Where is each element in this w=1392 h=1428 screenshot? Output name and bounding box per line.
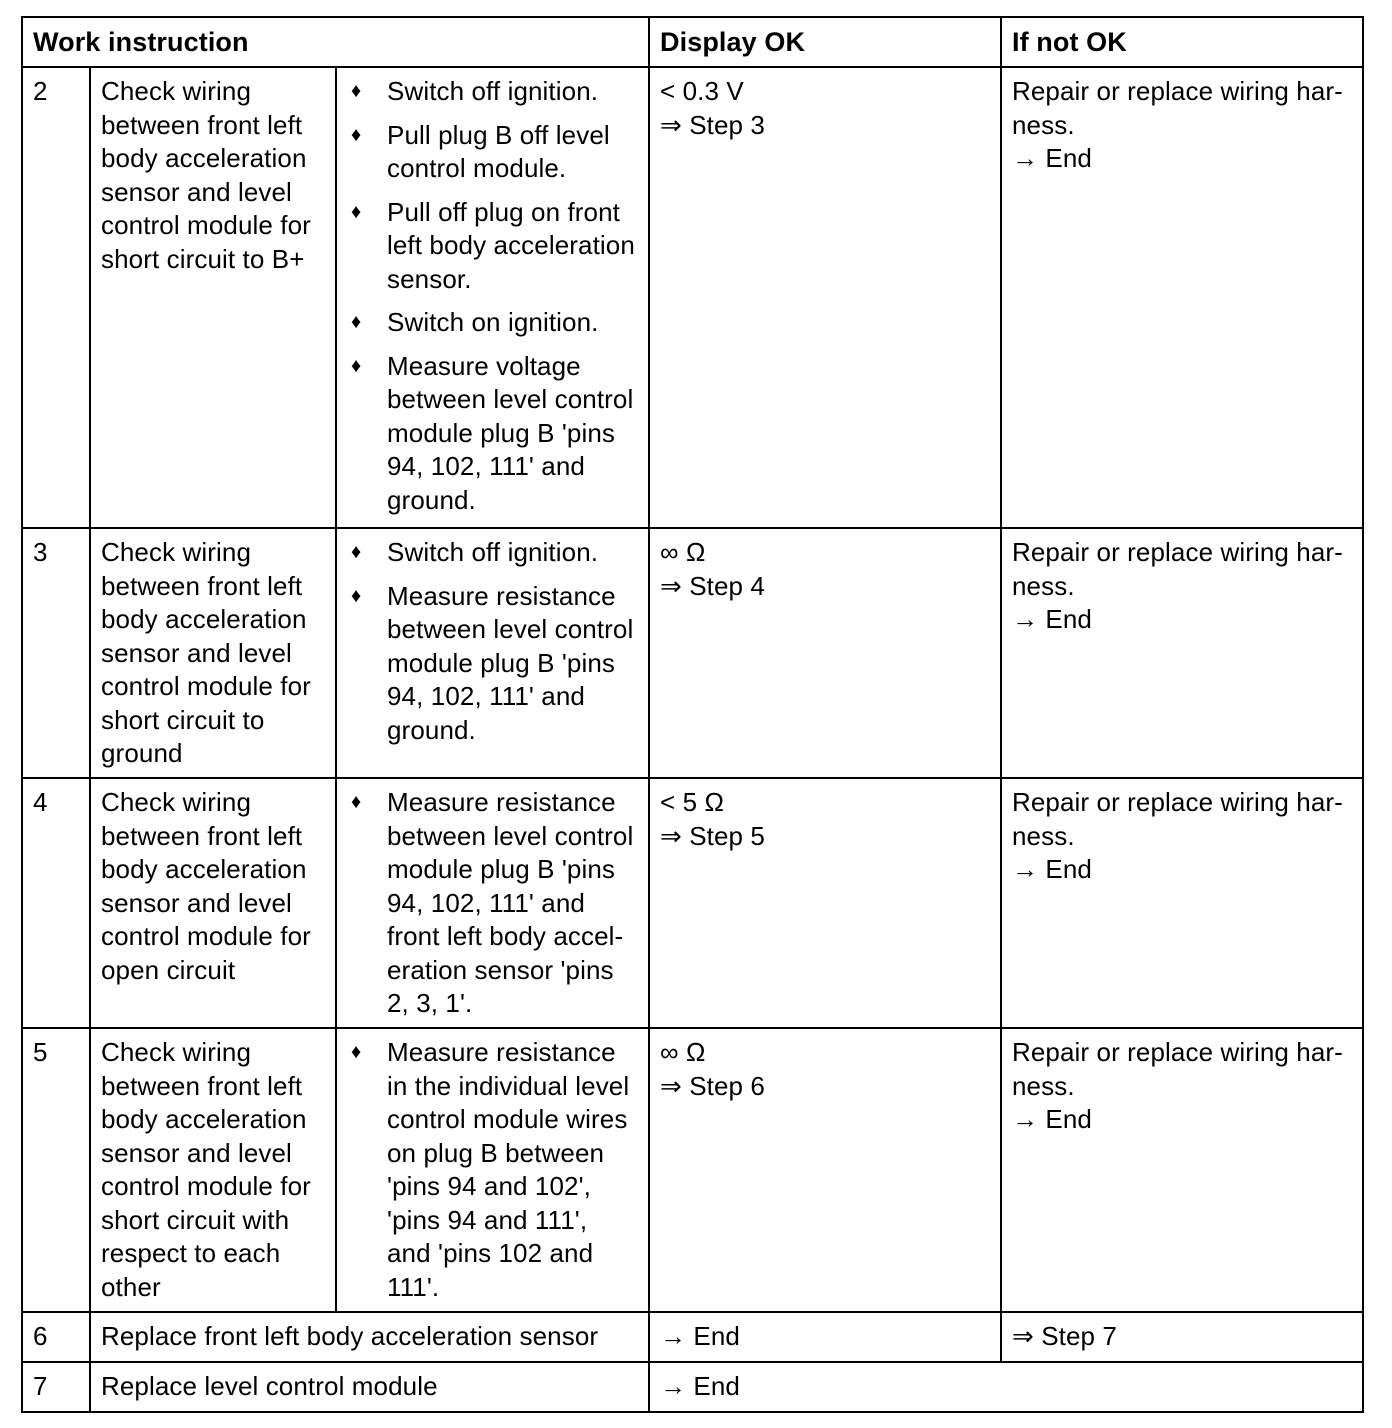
display-ok-cell <box>649 778 1001 1028</box>
step-actions <box>336 67 649 528</box>
if-not-ok-cell: ⇒ Step 7 <box>1001 1312 1363 1362</box>
work-instruction-table <box>21 16 1364 1413</box>
header-work-instruction: Work instruction <box>22 17 649 67</box>
step-description: Check wiring between front left body acceleration sensor and level control module for short circuit to ground <box>90 528 336 778</box>
table-row <box>22 1312 1363 1362</box>
if-not-ok-line: ness. <box>1012 1070 1075 1101</box>
action-item: ♦ Pull off plug on front left body acceleration sensor. <box>347 196 638 297</box>
if-not-ok-next: → End <box>1012 604 1092 634</box>
step-number: 5 <box>22 1028 90 1312</box>
action-list <box>347 75 638 517</box>
header-display-ok: Display OK <box>649 17 1001 67</box>
action-item: ♦ Pull plug B off level control module. <box>347 119 638 186</box>
display-ok-value: < 0.3 V <box>660 76 744 106</box>
if-not-ok-next: → End <box>1012 143 1092 173</box>
step-actions <box>336 528 649 778</box>
action-item: ♦ Switch off ignition. <box>347 536 638 570</box>
header-row <box>22 17 1363 67</box>
step-number: 3 <box>22 528 90 778</box>
if-not-ok-line: ness. <box>1012 820 1075 851</box>
display-ok-cell <box>649 1028 1001 1312</box>
if-not-ok-line: Repair or replace wiring har- <box>1012 787 1343 817</box>
table-row <box>22 1362 1363 1412</box>
if-not-ok-cell <box>1001 778 1363 1028</box>
step-number: 7 <box>22 1362 90 1412</box>
table-row <box>22 1028 1363 1312</box>
action-list <box>347 536 638 747</box>
display-ok-cell: → End <box>649 1312 1001 1362</box>
if-not-ok-cell <box>1001 1028 1363 1312</box>
if-not-ok-line: ness. <box>1012 109 1075 140</box>
action-item: ♦ Measure resistance between level control module plug B 'pins 94, 102, 111' and ground. <box>347 580 638 748</box>
if-not-ok-line: Repair or replace wiring har- <box>1012 76 1343 106</box>
step-description: Check wiring between front left body acceleration sensor and level control module for short circuit to B+ <box>90 67 336 528</box>
header-if-not-ok: If not OK <box>1001 17 1363 67</box>
step-number: 4 <box>22 778 90 1028</box>
step-description: Check wiring between front left body acceleration sensor and level control module for open circuit <box>90 778 336 1028</box>
action-item: ♦ Switch on ignition. <box>347 306 638 340</box>
action-list <box>347 1036 638 1304</box>
if-not-ok-next: → End <box>1012 1104 1092 1134</box>
display-ok-value: ∞ Ω <box>660 1037 706 1067</box>
display-ok-next: ⇒ Step 4 <box>660 570 765 601</box>
action-item: ♦ Measure voltage between level control module plug B 'pins 94, 102, 111' and ground. <box>347 350 638 518</box>
action-item: ♦ Measure resistance in the individual level control module wires on plug B between 'pins 94 and 102', 'pins 94 and 111', and 'pins 102 and 111'. <box>347 1036 638 1304</box>
table-row <box>22 778 1363 1028</box>
if-not-ok-line: ness. <box>1012 570 1075 601</box>
display-ok-next: ⇒ Step 5 <box>660 820 765 851</box>
display-ok-next: ⇒ Step 6 <box>660 1070 765 1101</box>
if-not-ok-cell <box>1001 67 1363 528</box>
step-actions <box>336 1028 649 1312</box>
step-number: 6 <box>22 1312 90 1362</box>
step-number: 2 <box>22 67 90 528</box>
if-not-ok-next: → End <box>1012 854 1092 884</box>
display-ok-cell: → End <box>649 1362 1363 1412</box>
display-ok-value: < 5 Ω <box>660 787 725 817</box>
step-instruction: Replace level control module <box>90 1362 649 1412</box>
if-not-ok-line: Repair or replace wiring har- <box>1012 537 1343 567</box>
action-item: ♦ Measure resistance between level control module plug B 'pins 94, 102, 111' and front left body accel-eration sensor 'pins 2, 3, 1'. <box>347 786 638 1021</box>
display-ok-value: ∞ Ω <box>660 537 706 567</box>
display-ok-next: ⇒ Step 3 <box>660 109 765 140</box>
step-actions <box>336 778 649 1028</box>
display-ok-cell <box>649 67 1001 528</box>
table-row <box>22 528 1363 778</box>
display-ok-cell <box>649 528 1001 778</box>
action-list <box>347 786 638 1021</box>
if-not-ok-cell <box>1001 528 1363 778</box>
step-description: Check wiring between front left body acceleration sensor and level control module for short circuit with respect to each other <box>90 1028 336 1312</box>
step-instruction: Replace front left body acceleration sensor <box>90 1312 649 1362</box>
table-row <box>22 67 1363 528</box>
if-not-ok-line: Repair or replace wiring har- <box>1012 1037 1343 1067</box>
action-item: ♦ Switch off ignition. <box>347 75 638 109</box>
